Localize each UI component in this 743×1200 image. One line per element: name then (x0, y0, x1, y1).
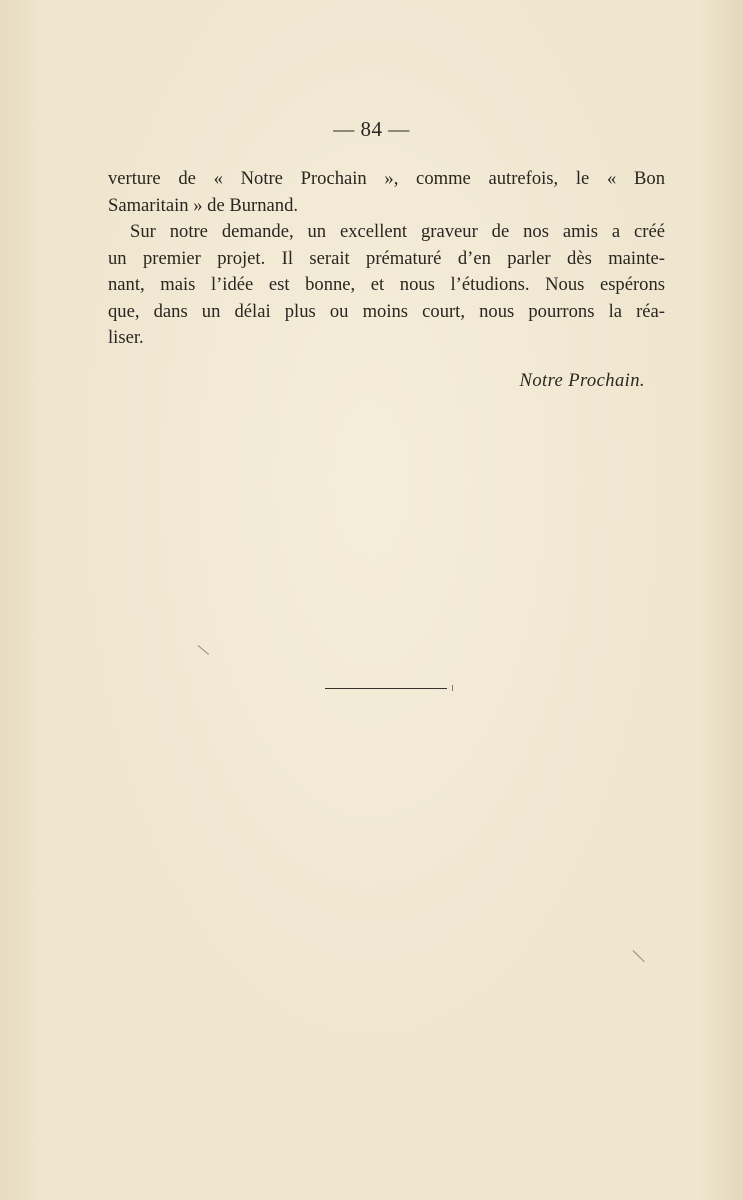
signature: Notre Prochain. (519, 370, 645, 391)
paper-mark (633, 950, 645, 962)
text-line: Sur notre demande, un excellent graveur de nos amis a créé (130, 221, 665, 242)
paper-mark (198, 645, 209, 655)
text-line: liser. (108, 327, 144, 349)
divider-tick (452, 685, 453, 691)
page-number: — 84 — (333, 117, 410, 141)
section-divider (325, 688, 447, 689)
text-line: nant, mais l’idée est bonne, et nous l’étudions. Nous espérons (108, 274, 665, 296)
paragraph-continuation (108, 166, 665, 219)
text-line: Samaritain » de Burnand. (108, 194, 299, 216)
text-line: que, dans un délai plus ou moins court, nous pourrons la réa- (108, 300, 665, 322)
text-line: verture de « Notre Prochain », comme autrefois, le « Bon (108, 168, 665, 189)
text-line: un premier projet. Il serait prématuré d’en parler dès mainte- (108, 247, 665, 269)
paragraph-engraving-project (108, 219, 665, 352)
